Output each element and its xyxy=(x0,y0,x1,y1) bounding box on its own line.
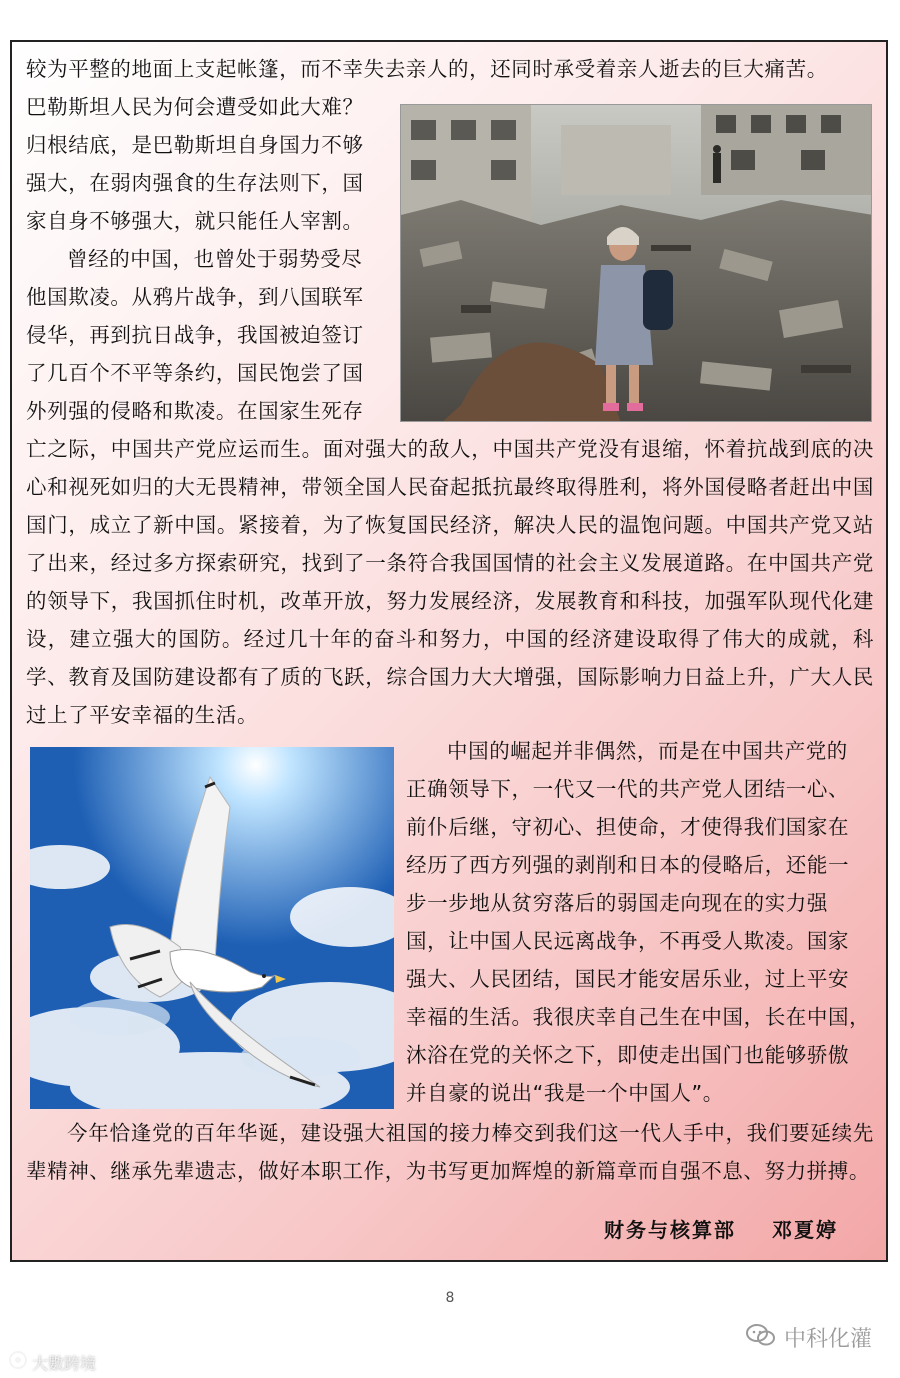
wechat-watermark xyxy=(746,1322,872,1353)
paragraph-closing: 今年恰逢党的百年华诞，建设强大祖国的接力棒交到我们这一代人手中，我们要延续先辈精神、继承先辈遗志，做好本职工作，为书写更加辉煌的新篇章而自强不息、努力拼搏。 xyxy=(26,1121,874,1183)
camera-icon xyxy=(8,1350,28,1374)
text-line: 侵华，再到抗日战争，我国被迫签订 xyxy=(26,323,364,347)
paragraph-history: 亡之际，中国共产党应运而生。面对强大的敌人，中国共产党没有退缩，怀着抗战到底的决心和视死如归的大无畏精神，带领全国人民奋起抵抗最终取得胜利，将外国侵略者赶出中国国门，成立了新中国。紧接着，为了恢复国民经济，解决人民的温饱问题。中国共产党又站了出来，经过多方探索研究，找到了一条符合我国国情的社会主义发展道路。在中国共产党的领导下，我国抓住时机，改革开放，努力发展经济，发展教育和科技，加强军队现代化建设，建立强大的国防。经过几十年的奋斗和努力，中国的经济建设取得了伟大的成就，科学、教育及国防建设都有了质的飞跃，综合国力大大增强，国际影响力日益上升，广大人民过上了平安幸福的生活。 xyxy=(26,437,874,727)
text-line: 他国欺凌。从鸦片战争，到八国联军 xyxy=(26,285,364,309)
text-line: 强大、人民团结，国民才能安居乐业，过上平安 xyxy=(406,967,850,991)
text-line: 并自豪的说出“我是一个中国人”。 xyxy=(406,1081,724,1105)
text-line: 正确领导下，一代又一代的共产党人团结一心、 xyxy=(406,777,850,801)
right-column-text xyxy=(406,732,876,1112)
text-line: 外列强的侵略和欺凌。在国家生死存 xyxy=(26,399,364,423)
text-line: 经历了西方列强的剥削和日本的侵略后，还能一 xyxy=(406,853,850,877)
girl-in-rubble-photo xyxy=(400,104,872,422)
text-line: 沐浴在党的关怀之下，即使走出国门也能够骄傲 xyxy=(406,1043,850,1067)
corner-watermark xyxy=(8,1350,96,1374)
text-line: 巴勒斯坦人民为何会遭受如此大难？ xyxy=(26,95,364,119)
text-line: 幸福的生活。我很庆幸自己生在中国，长在中国， xyxy=(406,1005,871,1029)
wechat-icon xyxy=(746,1323,776,1353)
author-name: 邓夏婷 xyxy=(772,1218,838,1242)
author-signature xyxy=(604,1214,838,1243)
text-line: 步一步地从贫穷落后的弱国走向现在的实力强 xyxy=(406,891,828,915)
watermark-text: 中科化灌 xyxy=(783,1327,872,1352)
text-line: 了几百个不平等条约，国民饱尝了国 xyxy=(26,361,364,385)
text-line: 前仆后继，守初心、担使命，才使得我们国家在 xyxy=(406,815,850,839)
corner-watermark-text: 大數跨境 xyxy=(32,1353,97,1373)
text-line: 曾经的中国，也曾处于弱势受尽 xyxy=(67,247,363,271)
text-line: 归根结底，是巴勒斯坦自身国力不够 xyxy=(26,133,364,157)
article-frame xyxy=(10,40,888,1262)
left-column-text xyxy=(26,88,394,430)
paragraph-top-line: 较为平整的地面上支起帐篷，而不幸失去亲人的，还同时承受着亲人逝去的巨大痛苦。 xyxy=(26,57,828,81)
text-line: 中国的崛起并非偶然，而是在中国共产党的 xyxy=(447,739,848,763)
text-line: 国，让中国人民远离战争，不再受人欺凌。国家 xyxy=(406,929,850,953)
department-name: 财务与核算部 xyxy=(604,1218,736,1242)
page-number: 8 xyxy=(445,1290,455,1306)
text-line: 家自身不够强大，就只能任人宰割。 xyxy=(26,209,364,233)
seagull-in-sky-photo xyxy=(30,747,394,1109)
text-line: 强大，在弱肉强食的生存法则下，国 xyxy=(26,171,364,195)
